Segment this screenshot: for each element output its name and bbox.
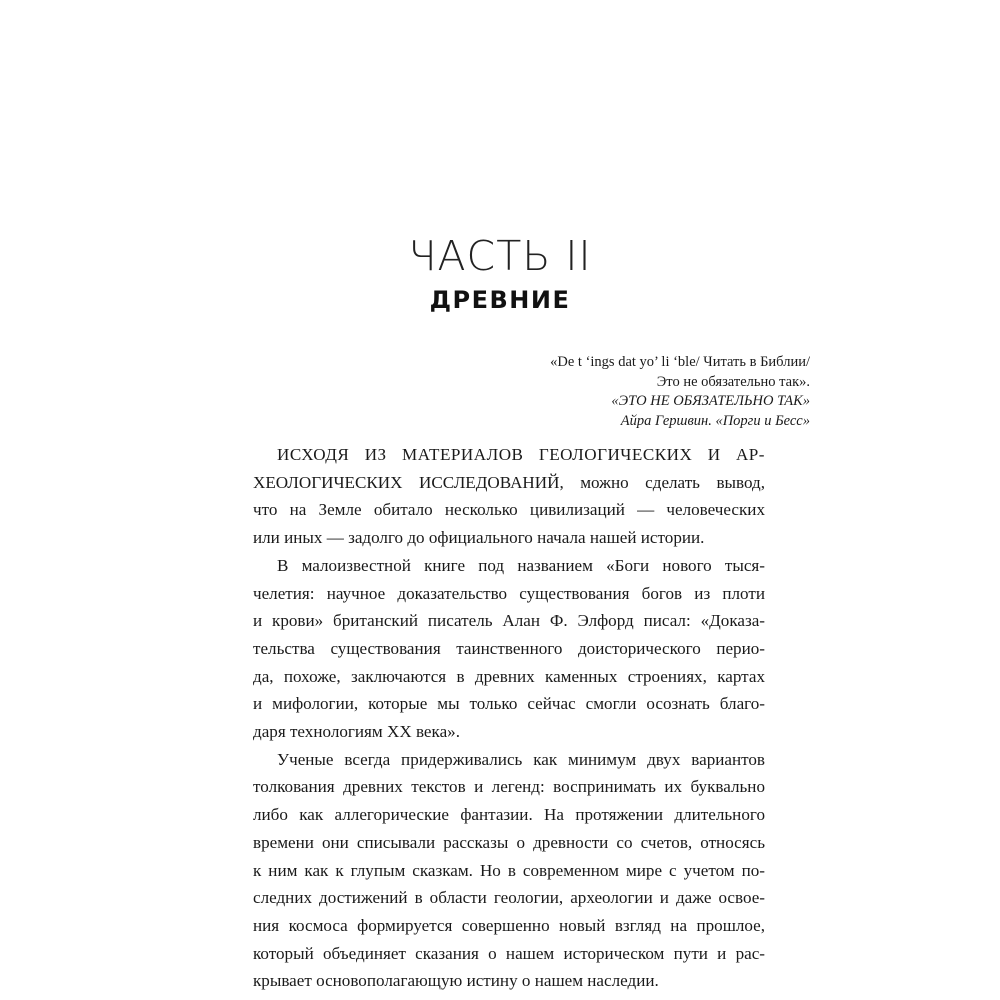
text-line: даря технологиям XX века». bbox=[253, 722, 460, 742]
text-line: челетия: научное доказательство существования богов из плоти bbox=[253, 583, 765, 603]
epigraph-line: «De t ‘ings dat yo’ li ‘ble/ Читать в Библии/ bbox=[550, 354, 810, 370]
text-line: который объединяет сказания о нашем историческом пути и рас- bbox=[253, 943, 765, 963]
text-line: и мифологии, которые мы только сейчас смогли осознать благо- bbox=[253, 694, 765, 714]
text-line: В малоизвестной книге под названием «Боги нового тыся- bbox=[277, 555, 765, 575]
part-label: ЧАСТЬ II bbox=[408, 232, 592, 280]
text-line: тельства существования таинственного доисторического перио- bbox=[253, 638, 765, 658]
text-line: ния космоса формируется совершенно новый взгляд на прошлое, bbox=[253, 915, 765, 935]
body-text bbox=[253, 441, 765, 995]
text-line: что на Земле обитало несколько цивилизаций — человеческих bbox=[253, 500, 765, 520]
text-line: времени они списывали рассказы о древности со счетов, относясь bbox=[253, 832, 765, 852]
text-line: ХЕОЛОГИЧЕСКИХ ИССЛЕДОВАНИЙ, можно сделать вывод, bbox=[253, 472, 765, 492]
paragraph-3 bbox=[253, 746, 765, 995]
text-line: следних достижений в области геологии, археологии и даже освое- bbox=[253, 888, 765, 908]
paragraph-1 bbox=[253, 441, 765, 552]
epigraph-line: Это не обязательно так». bbox=[656, 373, 810, 390]
epigraph bbox=[380, 353, 810, 431]
text-line: либо как аллегорические фантазии. На протяжении длительного bbox=[253, 805, 765, 825]
text-line: к ним как к глупым сказкам. Но в современном мире с учетом по- bbox=[253, 860, 765, 880]
text-line: да, похоже, заключаются в древних каменных строениях, картах bbox=[253, 666, 765, 686]
text-line: Ученые всегда придерживались как минимум двух вариантов bbox=[277, 749, 765, 769]
text-line: толкования древних текстов и легенд: воспринимать их буквально bbox=[253, 777, 765, 797]
text-line: или иных — задолго до официального начала нашей истории. bbox=[253, 528, 705, 548]
text-line: крывает основополагающую истину о нашем наследии. bbox=[253, 971, 659, 991]
text-line: и крови» британский писатель Алан Ф. Элфорд писал: «Доказа- bbox=[253, 611, 765, 631]
part-title: ДРЕВНИЕ bbox=[429, 286, 571, 314]
epigraph-source: «ЭТО НЕ ОБЯЗАТЕЛЬНО ТАК» bbox=[611, 393, 810, 409]
epigraph-source: Айра Гершвин. «Порги и Бесс» bbox=[620, 412, 810, 429]
paragraph-2 bbox=[253, 552, 765, 746]
text-line: ИСХОДЯ ИЗ МАТЕРИАЛОВ ГЕОЛОГИЧЕСКИХ И АР- bbox=[277, 445, 765, 464]
